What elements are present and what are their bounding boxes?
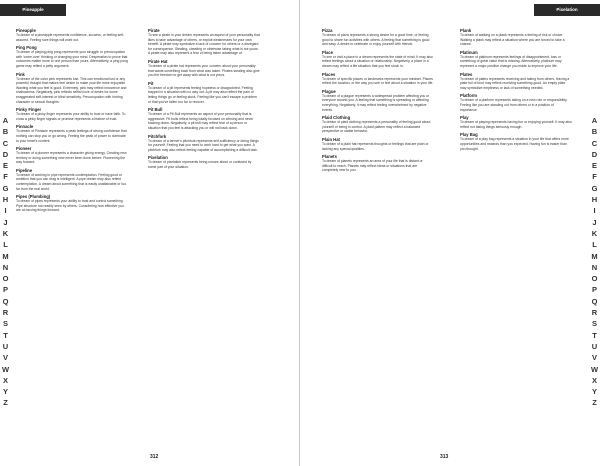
alphabet-letter-o[interactable]: O [591, 274, 598, 284]
alphabet-letter-j[interactable]: J [3, 217, 8, 227]
entry-title: Plain Hat [322, 136, 340, 142]
alphabet-letter-d[interactable]: D [591, 149, 598, 159]
entry-text: To dream of a plain hat represents thoughts or feelings that are plain or lacking any special qualities. [322, 141, 429, 151]
entry-text: To see or visit a place in a dream represents the state of mind. It may also reflect feelings about a situation or relationship. Negatively, a place in a dream may reflect a life situation that you feel stuck in. [322, 54, 433, 68]
entry-title: Ping Pong [16, 45, 37, 51]
alphabet-letter-t[interactable]: T [3, 330, 8, 340]
alphabet-letter-s[interactable]: S [2, 319, 8, 329]
alphabet-letter-f[interactable]: F [3, 172, 8, 182]
entry-title: Pineapple [16, 28, 36, 33]
alphabet-letter-p[interactable]: P [591, 285, 597, 295]
alphabet-letter-m[interactable]: M [2, 251, 9, 261]
dictionary-entry [322, 115, 434, 134]
entry-text: To dream of the color pink represents lust. This can emotional lust or any powerful thought that makes feel desire to make your life more enjoyable. Wanting what you feel is good. Extremely, pink may reflect innocence and shallowness. Negatively, pink reflects selfish love of desire for some exaggerated self-interest or blind sensitivity. Preoccupation with hurting character or sexual thoughts. [16, 76, 127, 104]
dictionary-entry [322, 89, 434, 112]
entry-title: Play [460, 115, 469, 121]
right-page [300, 0, 600, 466]
dictionary-entry [460, 50, 572, 69]
entry-text: To dream of a pirate hat represents your concern about your personality that wants something back from what was taken. Pirates stealing also give you the freedom to get away with what is not yours. [148, 63, 260, 78]
alphabet-letter-l[interactable]: L [3, 240, 8, 250]
dictionary-entry [16, 124, 128, 143]
left-column-2 [148, 28, 260, 438]
entry-text: To dream of a pit represents feeling hopeless or disappointed. Feeling trapped in a situation with no way out. A pit may also reflect the pain of letting things go or feeling stuck. Feeling like you can't escape a problem or that you've fallen too far to recover. [148, 85, 257, 104]
alphabet-letter-t[interactable]: T [592, 330, 597, 340]
dictionary-entry [322, 154, 434, 173]
alphabet-letter-x[interactable]: X [2, 375, 8, 385]
entry-text: To dream of platinum represents feelings of disappointment, loss or something of great value that is missing. Alternatively, platinum may represent a major positive change you made to improve your life. [460, 54, 562, 68]
dictionary-entry [322, 28, 434, 47]
dictionary-entry [148, 28, 260, 56]
left-alphabet-index [0, 115, 11, 409]
alphabet-letter-q[interactable]: Q [591, 296, 598, 306]
alphabet-letter-l[interactable]: L [592, 240, 597, 250]
alphabet-letter-a[interactable]: A [2, 116, 9, 125]
dictionary-entry [148, 59, 260, 78]
alphabet-letter-g[interactable]: G [2, 183, 9, 193]
alphabet-letter-v[interactable]: V [2, 353, 8, 363]
dictionary-entry [148, 81, 260, 104]
right-column-2 [460, 28, 572, 438]
entry-text: To dream of playing ping pong represents your struggle or preoccupation with 'come-over' thinking or changing your mind. Desperation to prove that outcomes matter more to one person than yours. Alternatively, a ping pong game may reflect a petty argument. [16, 50, 128, 68]
entry-title: Plank [460, 28, 472, 33]
dictionary-entry [322, 50, 434, 69]
alphabet-letter-u[interactable]: U [591, 341, 598, 351]
entry-title: Platform [460, 93, 477, 99]
entry-text: To dream of a pioneer represents a character giving energy. Creating new territory or doing something new never been done before. Pioneering the way forward. [16, 151, 127, 165]
dictionary-entry [16, 107, 128, 121]
dictionary-entry [460, 72, 572, 91]
entry-text: To dream of walking on a plank represents a feeling of risk or choice. Walking a plank may reflect a situation where you are forced to take a chance. [460, 33, 565, 47]
entry-text: To dream of working in pipe represents contemplation. Feeling good or ambition that you can drag is intelligent. A pipe dream may also reflect contemplation. A dream about something that is easily unattainable or too far from the real world. [16, 172, 127, 191]
entry-text: To dream of specific places or landmarks represents your mindset. Places reflect the location, or the way you see or feel about a situation in your life. [322, 76, 434, 86]
entry-title: Places [322, 71, 336, 77]
entry-title: Plaid Clothing [322, 115, 351, 121]
entry-title: Pioneer [16, 146, 32, 152]
entry-title: Pinky Finger [16, 107, 42, 113]
entry-text: To dream of Pinnacle represents a peak feelings of strong confidence that nothing can stop you or go wrong. Feeling the peak of power to dominate to your heart's content. [16, 129, 127, 143]
dictionary-entry [148, 107, 260, 130]
entry-text: To dream of pipes represents your ability to trust and control something. Pipe structure not readily seen by others. Considering how effective you are at moving things forward. [16, 199, 124, 213]
alphabet-letter-n[interactable]: N [591, 262, 598, 272]
dictionary-entry [16, 194, 128, 213]
left-header-tab: Pineapple [0, 4, 66, 16]
alphabet-letter-k[interactable]: K [2, 228, 9, 238]
alphabet-letter-w[interactable]: W [590, 364, 599, 374]
alphabet-letter-s[interactable]: S [591, 319, 597, 329]
entry-text: To dream of plates represents receiving and taking from others. Having a plate full of food may reflect receiving something good. An empty plate may symbolize emptiness or lack of something needed. [460, 76, 570, 90]
entry-title: Play Bag [460, 132, 478, 138]
alphabet-letter-y[interactable]: Y [2, 387, 8, 397]
alphabet-letter-m[interactable]: M [591, 251, 598, 261]
entry-title: Platinum [460, 49, 478, 55]
alphabet-letter-k[interactable]: K [591, 228, 598, 238]
entry-title: Pink [16, 71, 25, 77]
alphabet-letter-c[interactable]: C [591, 138, 598, 148]
alphabet-letter-i[interactable]: I [593, 206, 596, 216]
alphabet-letter-o[interactable]: O [2, 274, 9, 284]
entry-text: To dream of a play bag represents a situation in your life that offers more opportunities and rewards than you expected. Having fun is easier than you thought. [460, 137, 569, 151]
entry-text: To dream of plaid clothing represents a personality of feeling good about yourself or being in control. A plaid pattern may reflect a balanced perspective or stable behavior. [322, 120, 431, 134]
alphabet-letter-r[interactable]: R [591, 308, 598, 318]
dictionary-entry [16, 45, 128, 68]
dictionary-entry [16, 146, 128, 165]
alphabet-letter-u[interactable]: U [2, 341, 9, 351]
alphabet-letter-i[interactable]: I [4, 206, 7, 216]
entry-text: To dream of a platform represents taking on a new role or responsibility. Feeling like you are standing out from others or in a position of importance. [460, 98, 568, 112]
right-header-tab: Pixelation [534, 4, 600, 16]
entry-title: Pixelation [148, 155, 168, 161]
alphabet-letter-n[interactable]: N [2, 262, 9, 272]
alphabet-letter-c[interactable]: C [2, 138, 9, 148]
alphabet-letter-g[interactable]: G [591, 183, 598, 193]
dictionary-entry [16, 72, 128, 105]
entry-title: Place [322, 49, 333, 55]
alphabet-letter-a[interactable]: A [591, 116, 598, 125]
entry-title: Pirate [148, 28, 160, 33]
alphabet-letter-e[interactable]: E [591, 161, 597, 171]
entry-text: To dream of pixelation represents being unsure about or confused by some part of your situation. [148, 160, 252, 169]
alphabet-letter-w[interactable]: W [1, 364, 10, 374]
dictionary-entry [460, 132, 572, 151]
dictionary-entry [148, 134, 260, 153]
alphabet-letter-j[interactable]: J [592, 217, 597, 227]
alphabet-letter-y[interactable]: Y [591, 387, 597, 397]
dictionary-entry [322, 72, 434, 86]
alphabet-letter-b[interactable]: B [591, 127, 598, 137]
entry-text: To dream of a plague represents a widespread problem affecting you or everyone around you. A feeling that something is spreading or affecting everything. Negatively, it may reflect feeling overwhelmed by negative events. [322, 93, 430, 112]
dictionary-entry [460, 115, 572, 129]
alphabet-letter-z[interactable]: Z [3, 398, 8, 408]
entry-title: Planets [322, 154, 337, 160]
right-column-1 [322, 28, 434, 438]
dictionary-entry [460, 93, 572, 112]
alphabet-letter-p[interactable]: P [2, 285, 8, 295]
entry-text: To dream of a Pit Bull represents an aspect of your personality that is aggressive. Pit bulls reflect being totally focused on winning and never backing down. Negatively, a pit bull may reflect fear of a person or situation that you feel is attacking you or will not back down. [148, 112, 254, 130]
entry-text: To dream of a farmer's pitchfork represents self-sufficiency or doing things for yourself. Feeling that you need to work hard to get what you want. A pitchfork may also reflect feeling capable of accomplishing a difficult task. [148, 138, 259, 152]
entry-title: Pit Bull [148, 107, 163, 113]
entry-title: Pit [148, 80, 154, 86]
alphabet-letter-b[interactable]: B [2, 127, 9, 137]
left-column-1 [16, 28, 128, 438]
alphabet-letter-h[interactable]: H [591, 195, 598, 205]
entry-title: Pinnacle [16, 124, 34, 130]
entry-text: To dream of planets represents an area of your life that is distant or difficult to reach. Planets may reflect ideas or situations that are completely new to you. [322, 159, 423, 173]
dictionary-entry [16, 28, 128, 42]
entry-title: Pitchfork [148, 133, 167, 139]
entry-title: Pizza [322, 28, 333, 33]
entry-title: Pirate Hat [148, 58, 168, 64]
dictionary-entry [322, 137, 434, 151]
dictionary-entry [16, 168, 128, 191]
entry-title: Plague [322, 88, 336, 94]
alphabet-letter-d[interactable]: D [2, 149, 9, 159]
entry-text: To see a pirate in your dream represents an aspect of your personality that likes to take advantage of others, or exploit weaknesses for your own benefit. A pirate may symbolize a lack of concern for others or a disregard for consequence. Stealing, cheating or otherwise taking what is not yours. A pirate may also represent a fear of being taken advantage of. [148, 33, 260, 56]
right-page-number: 313 [440, 454, 449, 460]
alphabet-letter-h[interactable]: H [2, 195, 9, 205]
entry-text: To dream of a pinky finger represents your ability to trust or have faith. To cross a pinky finger signals or promise represents a feature of trust. [16, 112, 126, 121]
dictionary-entry [148, 155, 260, 169]
dictionary-entry [460, 28, 572, 47]
alphabet-letter-e[interactable]: E [2, 161, 8, 171]
entry-text: To dream of a pineapple represents confidence, success, or feeling self-assured. Feeling sure things will work out. [16, 33, 124, 42]
alphabet-letter-f[interactable]: F [592, 172, 597, 182]
entry-text: To dream of playing represents having fun or enjoying yourself. It may also reflect not taking things seriously enough. [460, 120, 572, 129]
alphabet-letter-x[interactable]: X [591, 375, 597, 385]
entry-title: Pipeline [16, 167, 33, 173]
entry-title: Pipes (Plumbing) [16, 194, 51, 200]
alphabet-letter-r[interactable]: R [2, 308, 9, 318]
alphabet-letter-q[interactable]: Q [2, 296, 9, 306]
alphabet-letter-z[interactable]: Z [592, 398, 597, 408]
alphabet-letter-v[interactable]: V [591, 353, 597, 363]
right-alphabet-index [589, 115, 600, 409]
left-page-number: 312 [150, 454, 159, 460]
entry-text: To dream of pizza represents a strong desire for a good time, or feeling good to share fun activities with others. A feeling that something is good and easy. A desire to celebrate or enjoy yourself with friends. [322, 33, 430, 47]
entry-title: Plates [460, 71, 473, 77]
